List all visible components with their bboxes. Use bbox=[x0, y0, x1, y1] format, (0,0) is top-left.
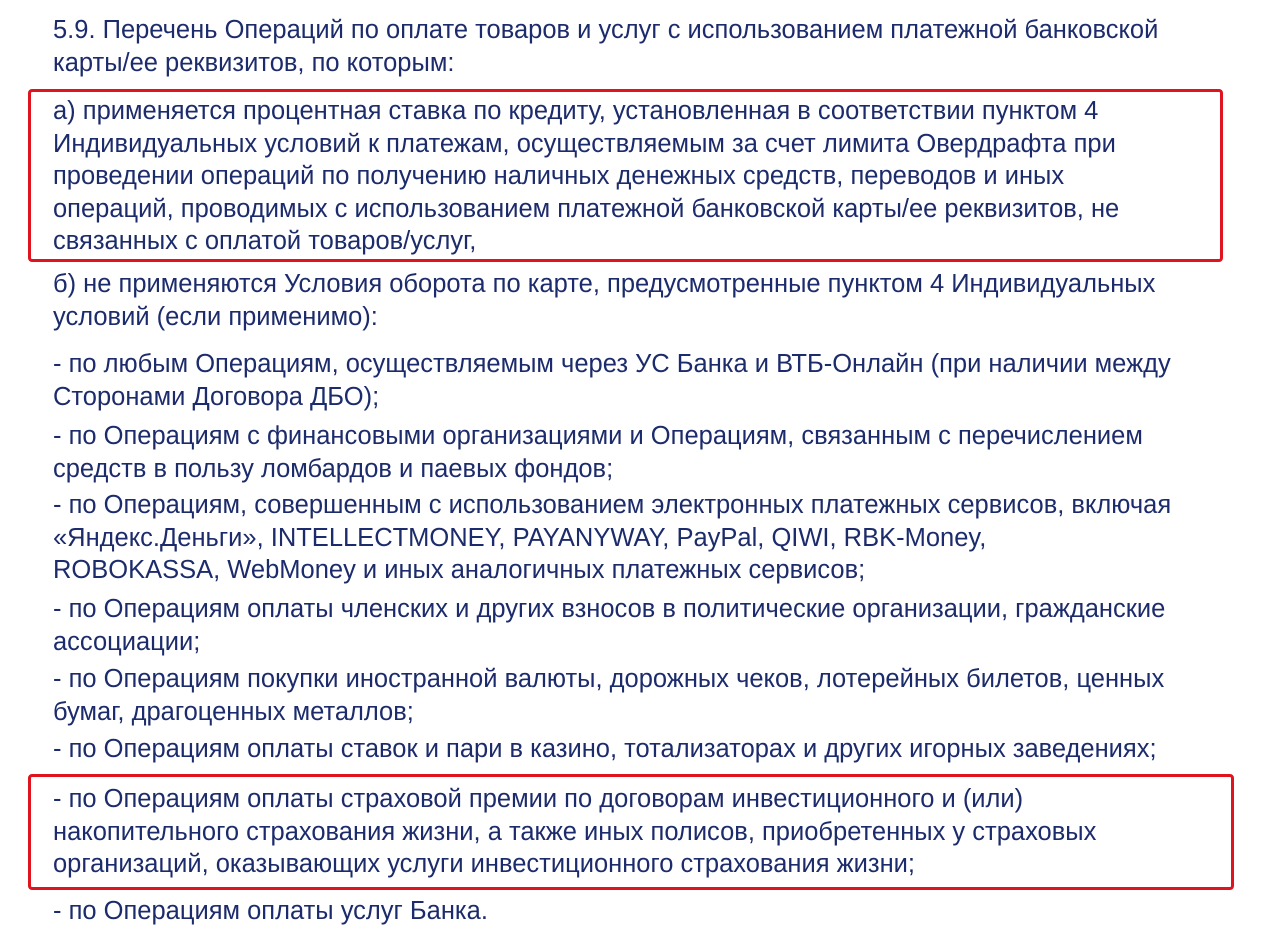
text-line: накопительного страхования жизни, а также иных полисов, приобретенных у страховых bbox=[53, 817, 1097, 846]
text-line: Сторонами Договора ДБО); bbox=[53, 382, 380, 411]
bullet-item bbox=[53, 663, 1243, 728]
text-line: а) применяется процентная ставка по кредиту, установленная в соответствии пунктом 4 bbox=[53, 97, 1099, 125]
item-a-paragraph bbox=[53, 95, 1243, 258]
bullet-item bbox=[53, 783, 1243, 881]
text-line: - по Операциям оплаты услуг Банка. bbox=[53, 897, 488, 925]
bullet-item bbox=[53, 895, 1243, 928]
bullet-item bbox=[53, 733, 1243, 766]
bullet-item bbox=[53, 593, 1243, 658]
text-line: средств в пользу ломбардов и паевых фондов; bbox=[53, 454, 614, 483]
text-line: «Яндекс.Деньги», INTELLECTMONEY, PAYANYWAY, PayPal, QIWI, RBK-Money, bbox=[53, 523, 987, 552]
text-line: - по Операциям оплаты членских и других взносов в политические организации, гражданские bbox=[53, 595, 1166, 623]
text-line: ассоциации; bbox=[53, 627, 201, 656]
text-line: - по любым Операциям, осуществляемым через УС Банка и ВТБ-Онлайн (при наличии между bbox=[53, 350, 1171, 378]
text-line: организаций, оказывающих услуги инвестиционного страхования жизни; bbox=[53, 850, 915, 878]
text-line: проведении операций по получению наличных денежных средств, переводов и иных bbox=[53, 162, 1065, 190]
section-heading bbox=[53, 14, 1243, 79]
text-line: Индивидуальных условий к платежам, осуществляемым за счет лимита Овердрафта при bbox=[53, 129, 1116, 158]
text-line: карты/ее реквизитов, по которым: bbox=[53, 48, 455, 77]
text-line: операций, проводимых с использованием платежной банковской карты/ее реквизитов, не bbox=[53, 194, 1120, 223]
bullet-item bbox=[53, 420, 1243, 485]
text-line: - по Операциям оплаты ставок и пари в казино, тотализаторах и других игорных заведениях; bbox=[53, 735, 1157, 763]
text-line: б) не применяются Условия оборота по карте, предусмотренные пунктом 4 Индивидуальных bbox=[53, 270, 1156, 298]
bullet-item bbox=[53, 489, 1243, 587]
text-line: условий (если применимо): bbox=[53, 302, 378, 331]
text-line: ROBOKASSA, WebMoney и иных аналогичных платежных сервисов; bbox=[53, 556, 866, 584]
text-line: - по Операциям с финансовыми организациями и Операциям, связанным с перечислением bbox=[53, 422, 1143, 450]
text-line: связанных с оплатой товаров/услуг, bbox=[53, 227, 477, 255]
item-b-paragraph bbox=[53, 268, 1243, 333]
text-line: 5.9. Перечень Операций по оплате товаров и услуг с использованием платежной банковской bbox=[53, 16, 1159, 44]
text-line: бумаг, драгоценных металлов; bbox=[53, 697, 414, 726]
bullet-item bbox=[53, 348, 1243, 413]
text-line: - по Операциям оплаты страховой премии по договорам инвестиционного и (или) bbox=[53, 785, 1024, 813]
text-line: - по Операциям, совершенным с использованием электронных платежных сервисов, включая bbox=[53, 491, 1172, 519]
text-line: - по Операциям покупки иностранной валюты, дорожных чеков, лотерейных билетов, ценных bbox=[53, 665, 1165, 693]
